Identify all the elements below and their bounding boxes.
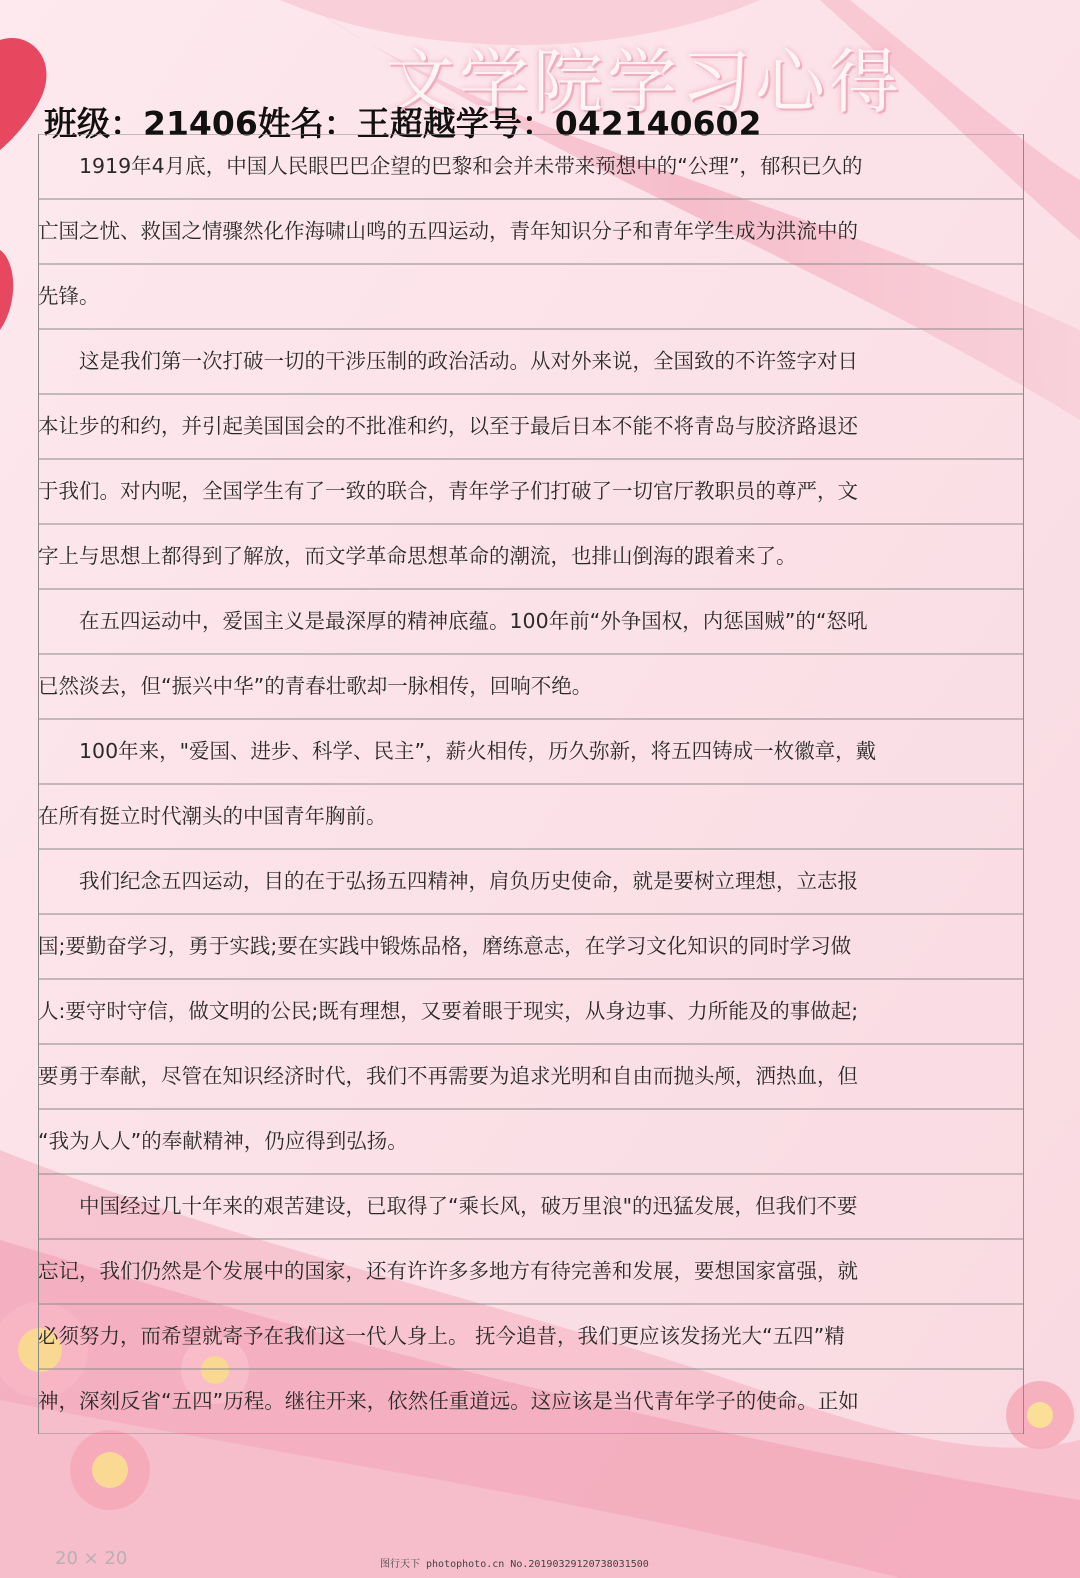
essay-line: 本让步的和约，并引起美国国会的不批准和约，以至于最后日本不能不将青岛与胶济路退还 bbox=[38, 414, 858, 438]
essay-line: 忘记，我们仍然是个发展中的国家，还有许许多多地方有待完善和发展，要想国家富强，就 bbox=[38, 1259, 858, 1283]
essay-line: 人:要守时守信，做文明的公民;既有理想，又要着眼于现实，从身边事、力所能及的事做起; bbox=[38, 999, 859, 1023]
student-info-line: 班级：21406姓名：王超越学号：042140602 bbox=[44, 104, 762, 143]
essay-line: 字上与思想上都得到了解放，而文学革命思想革命的潮流，也排山倒海的跟着来了。 bbox=[38, 544, 797, 568]
essay-line: 于我们。对内呢，全国学生有了一致的联合，青年学子们打破了一切官厅教职员的尊严，文 bbox=[38, 479, 858, 503]
essay-line: 中国经过几十年来的艰苦建设，已取得了“乘长风，破万里浪"的迅猛发展，但我们不要 bbox=[79, 1194, 858, 1218]
essay-line: 100年来，"爱国、进步、科学、民主”，薪火相传，历久弥新，将五四铸成一枚徽章，戴 bbox=[79, 739, 877, 763]
watermark: 图行天下 photophoto.cn No.20190329120738031500 bbox=[380, 1559, 649, 1570]
essay-line: 已然淡去，但“振兴中华”的青春壮歌却一脉相传，回响不绝。 bbox=[38, 674, 593, 698]
essay-line: 1919年4月底，中国人民眼巴巴企望的巴黎和会并未带来预想中的“公理”，郁积已久的 bbox=[79, 154, 863, 178]
essay-line: 必须努力，而希望就寄予在我们这一代人身上。 抚今追昔，我们更应该发扬光大“五四”精 bbox=[38, 1324, 845, 1348]
essay-line: “我为人人”的奉献精神，仍应得到弘扬。 bbox=[38, 1129, 408, 1153]
essay-line: 国;要勤奋学习，勇于实践;要在实践中锻炼品格，磨练意志，在学习文化知识的同时学习做 bbox=[38, 934, 852, 958]
essay-line: 要勇于奉献，尽管在知识经济时代，我们不再需要为追求光明和自由而抛头颅，洒热血，但 bbox=[38, 1064, 858, 1088]
page-title: 文学院学习心得 bbox=[385, 41, 903, 123]
essay-line: 先锋。 bbox=[38, 284, 100, 308]
ruled-sheet bbox=[38, 134, 1024, 1434]
essay-line: 在五四运动中，爱国主义是最深厚的精神底蕴。100年前“外争国权，内惩国贼”的“怒吼 bbox=[79, 609, 868, 633]
essay-line: 亡国之忧、救国之情骤然化作海啸山鸣的五四运动，青年知识分子和青年学生成为洪流中的 bbox=[38, 219, 858, 243]
essay-line: 在所有挺立时代潮头的中国青年胸前。 bbox=[38, 804, 387, 828]
size-label: 20 × 20 bbox=[55, 1548, 128, 1569]
essay-line: 这是我们第一次打破一切的干涉压制的政治活动。从对外来说，全国致的不许签字对日 bbox=[79, 349, 858, 373]
essay-line: 神，深刻反省“五四”历程。继往开来，依然任重道远。这应该是当代青年学子的使命。正如 bbox=[38, 1389, 859, 1413]
essay-line: 我们纪念五四运动，目的在于弘扬五四精神，肩负历史使命，就是要树立理想，立志报 bbox=[79, 869, 858, 893]
